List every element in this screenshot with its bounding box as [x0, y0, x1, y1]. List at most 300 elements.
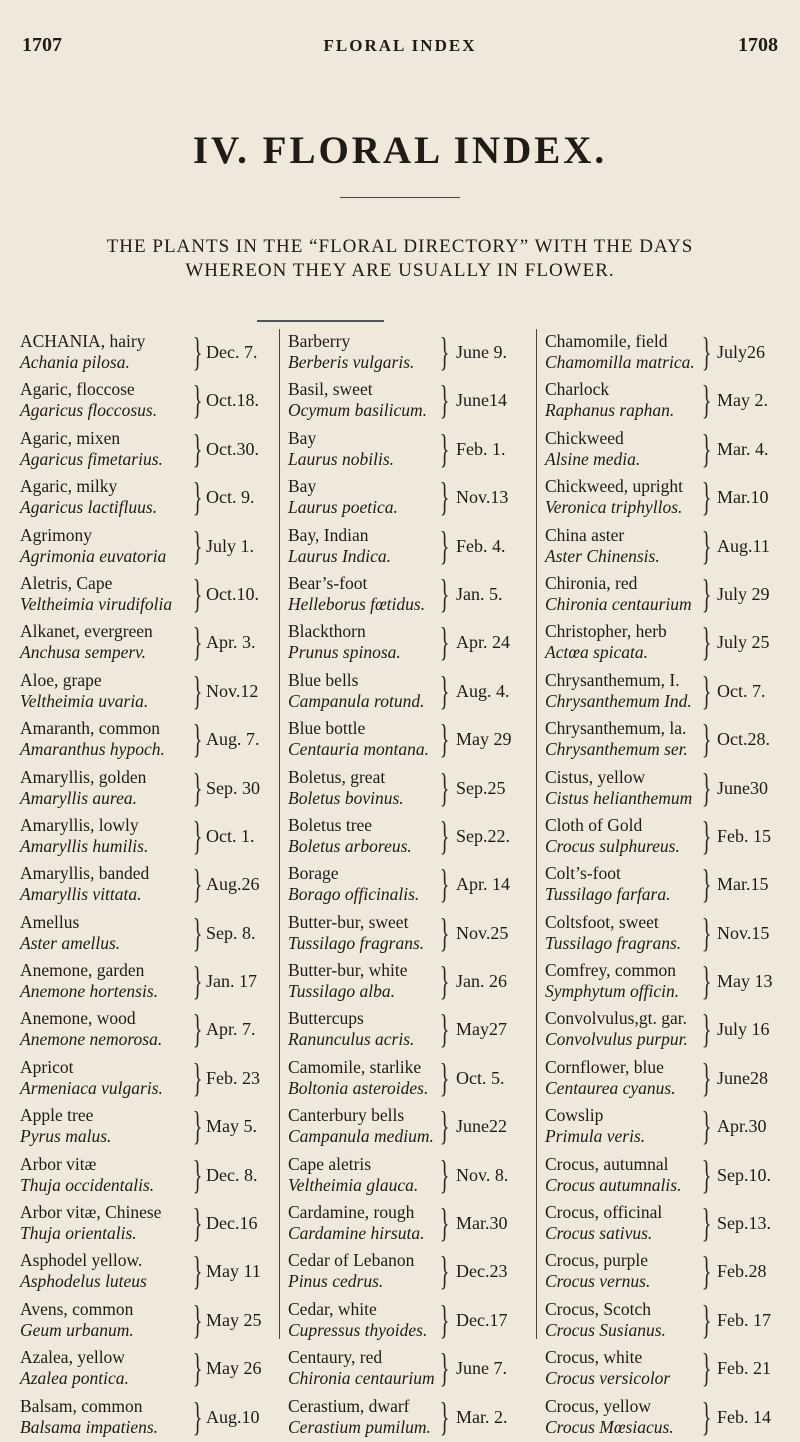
flowering-date: Apr. 7. [206, 1019, 256, 1040]
brace-glyph: } [192, 1054, 203, 1100]
flowering-date: Apr. 24 [456, 632, 510, 653]
plant-names [20, 718, 165, 760]
index-entry [280, 765, 536, 813]
brace-glyph: } [439, 1393, 450, 1439]
flowering-date: Feb. 14 [717, 1406, 771, 1427]
latin-name: Boltonia asteroides. [288, 1077, 429, 1098]
flowering-date: Mar. 2. [456, 1406, 508, 1427]
common-name: Cedar, white [288, 1298, 377, 1319]
common-name: Cerastium, dwarf [288, 1395, 410, 1416]
flowering-date: June 7. [456, 1358, 507, 1379]
subtitle-rule [257, 320, 384, 322]
plant-names [20, 428, 163, 470]
flowering-date: Oct.30. [206, 438, 259, 459]
brace-glyph: } [439, 474, 450, 520]
flowering-date: Aug. 7. [206, 729, 260, 750]
common-name: Cedar of Lebanon [288, 1250, 415, 1271]
common-name: Coltsfoot, sweet [545, 911, 659, 932]
flowering-date: Oct.18. [206, 390, 259, 411]
flowering-date: June22 [456, 1116, 507, 1137]
flowering-date: Feb. 17 [717, 1309, 771, 1330]
common-name: Amellus [20, 911, 80, 932]
latin-name: Helleborus fœtidus. [288, 593, 426, 614]
flowering-date: Feb. 1. [456, 438, 506, 459]
flowering-date: Sep. 30 [206, 777, 260, 798]
common-name: Amaryllis, golden [20, 766, 147, 787]
brace-glyph: } [439, 861, 450, 907]
latin-name: Chrysanthemum Ind. [545, 690, 692, 711]
common-name: Cardamine, rough [288, 1202, 415, 1223]
flowering-date: Dec.16 [206, 1213, 258, 1234]
plant-names [20, 1202, 161, 1244]
brace-glyph: } [439, 1345, 450, 1391]
plant-names [20, 476, 157, 518]
brace-glyph: } [701, 1151, 712, 1197]
common-name: Crocus, officinal [545, 1202, 663, 1223]
plant-names [288, 621, 401, 663]
flowering-date: Sep.13. [717, 1213, 771, 1234]
latin-name: Asphodelus luteus [20, 1271, 147, 1292]
index-entry [280, 523, 536, 571]
common-name: Crocus, Scotch [545, 1298, 651, 1319]
latin-name: Crocus sativus. [545, 1223, 653, 1244]
plant-names [20, 573, 172, 615]
latin-name: Aster Chinensis. [545, 545, 660, 566]
latin-name: Actœa spicata. [545, 642, 649, 663]
latin-name: Laurus nobilis. [288, 448, 394, 469]
common-name: Alkanet, evergreen [20, 621, 153, 642]
index-entry [280, 426, 536, 474]
common-name: Boletus tree [288, 814, 373, 835]
index-entry [537, 1345, 799, 1393]
flowering-date: Apr. 14 [456, 874, 510, 895]
subtitle-line-1: THE PLANTS IN THE “FLORAL DIRECTORY” WITH THE DAYS [106, 236, 694, 257]
index-entry [20, 1055, 278, 1103]
latin-name: Boletus bovinus. [288, 787, 404, 808]
plant-names [545, 525, 660, 567]
latin-name: Anemone nemorosa. [20, 1029, 163, 1050]
common-name: Crocus, yellow [545, 1395, 651, 1416]
index-entry [20, 523, 278, 571]
common-name: Basil, sweet [288, 379, 373, 400]
plant-names [20, 525, 166, 567]
brace-glyph: } [439, 1006, 450, 1052]
latin-name: Laurus Indica. [288, 545, 392, 566]
latin-name: Thuja orientalis. [20, 1223, 137, 1244]
latin-name: Prunus spinosa. [288, 642, 401, 663]
common-name: Agaric, mixen [20, 427, 121, 448]
brace-glyph: } [192, 329, 203, 374]
plant-names [288, 1202, 424, 1244]
common-name: Chrysanthemum, la. [545, 718, 687, 739]
index-entry [280, 1103, 536, 1151]
latin-name: Borago officinalis. [288, 884, 420, 905]
latin-name: Laurus poetica. [288, 497, 398, 518]
common-name: Agrimony [20, 524, 92, 545]
flowering-date: Feb.28 [717, 1261, 767, 1282]
brace-glyph: } [192, 716, 203, 762]
common-name: Camomile, starlike [288, 1056, 422, 1077]
index-entry [280, 861, 536, 909]
common-name: Cloth of Gold [545, 814, 643, 835]
plant-names [20, 863, 149, 905]
plant-names [288, 1347, 435, 1389]
brace-glyph: } [439, 522, 450, 568]
common-name: Cistus, yellow [545, 766, 646, 787]
flowering-date: Feb. 23 [206, 1067, 260, 1088]
index-entry [537, 619, 799, 667]
plant-names [545, 960, 679, 1002]
index-entry [20, 1006, 278, 1054]
index-entry [20, 1200, 278, 1248]
plant-names [288, 670, 424, 712]
brace-glyph: } [192, 1200, 203, 1246]
index-entry [20, 571, 278, 619]
common-name: Boletus, great [288, 766, 386, 787]
page-number-right: 1708 [738, 34, 778, 56]
latin-name: Geum urbanum. [20, 1319, 134, 1340]
flowering-date: May 25 [206, 1309, 262, 1330]
plant-names [545, 379, 674, 421]
common-name: Amaranth, common [20, 718, 160, 739]
latin-name: Thuja occidentalis. [20, 1174, 155, 1195]
common-name: Canterbury bells [288, 1105, 405, 1126]
latin-name: Crocus autumnalis. [545, 1174, 682, 1195]
brace-glyph: } [701, 1345, 712, 1391]
flowering-date: Nov.15 [717, 922, 770, 943]
flowering-date: Nov.13 [456, 487, 509, 508]
latin-name: Crocus vernus. [545, 1271, 651, 1292]
latin-name: Amaryllis humilis. [20, 835, 149, 856]
flowering-date: Mar.30 [456, 1213, 508, 1234]
common-name: Christopher, herb [545, 621, 667, 642]
index-entry [537, 668, 799, 716]
plant-names [288, 428, 394, 470]
plant-names [288, 912, 424, 954]
latin-name: Chamomilla matrica. [545, 352, 695, 372]
common-name: Chickweed, upright [545, 476, 684, 497]
latin-name: Chironia centaurium [545, 593, 692, 614]
latin-name: Centauria montana. [288, 739, 429, 760]
brace-glyph: } [701, 1006, 712, 1052]
brace-glyph: } [701, 1103, 712, 1149]
common-name: Charlock [545, 379, 610, 400]
common-name: Cornflower, blue [545, 1056, 664, 1077]
latin-name: Raphanus raphan. [545, 400, 675, 421]
latin-name: Agaricus lactifluus. [20, 497, 158, 518]
index-entry [280, 474, 536, 522]
brace-glyph: } [192, 958, 203, 1004]
index-entry [537, 813, 799, 861]
index-entry [20, 474, 278, 522]
flowering-date: May 2. [717, 390, 768, 411]
flowering-date: July 25 [717, 632, 770, 653]
index-entry [20, 426, 278, 474]
plant-names [20, 1250, 147, 1292]
index-entry [280, 1006, 536, 1054]
brace-glyph: } [701, 329, 712, 374]
latin-name: Centaurea cyanus. [545, 1077, 676, 1098]
latin-name: Crocus sulphureus. [545, 835, 680, 856]
index-entry [537, 1394, 799, 1442]
brace-glyph: } [439, 619, 450, 665]
flowering-date: May 5. [206, 1116, 257, 1137]
flowering-date: Feb. 15 [717, 825, 771, 846]
flowering-date: Oct. 1. [206, 825, 255, 846]
plant-names [20, 331, 145, 373]
plant-names [288, 1057, 428, 1099]
common-name: Chironia, red [545, 572, 638, 593]
common-name: Crocus, white [545, 1347, 643, 1368]
brace-glyph: } [701, 522, 712, 568]
latin-name: Amaranthus hypoch. [20, 739, 165, 760]
brace-glyph: } [192, 619, 203, 665]
brace-glyph: } [439, 958, 450, 1004]
plant-names [288, 476, 398, 518]
latin-name: Veltheimia virudifolia [20, 593, 173, 614]
flowering-date: Jan. 17 [206, 971, 257, 992]
common-name: Bay, Indian [288, 524, 369, 545]
common-name: Butter-bur, sweet [288, 911, 409, 932]
brace-glyph: } [192, 812, 203, 858]
flowering-date: June30 [717, 777, 768, 798]
plant-names [20, 1057, 163, 1099]
flowering-date: June14 [456, 390, 507, 411]
latin-name: Campanula medium. [288, 1126, 434, 1147]
plant-names [288, 1396, 431, 1438]
flowering-date: Feb. 4. [456, 535, 506, 556]
latin-name: Tussilago fragrans. [288, 932, 425, 953]
latin-name: Cistus helianthemum [545, 787, 693, 808]
flowering-date: Aug. 4. [456, 680, 510, 701]
brace-glyph: } [192, 1296, 203, 1342]
flowering-date: Mar.15 [717, 874, 769, 895]
plant-names [288, 718, 429, 760]
index-entry [20, 861, 278, 909]
plant-names [20, 1396, 158, 1438]
latin-name: Primula veris. [545, 1126, 646, 1147]
common-name: Asphodel yellow. [20, 1250, 143, 1271]
index-entry [280, 619, 536, 667]
plant-names [288, 1250, 414, 1292]
common-name: Chamomile, field [545, 331, 668, 351]
flowering-date: May27 [456, 1019, 507, 1040]
flowering-date: Apr. 3. [206, 632, 256, 653]
plant-names [545, 1396, 674, 1438]
brace-glyph: } [439, 1248, 450, 1294]
latin-name: Cerastium pumilum. [288, 1416, 431, 1437]
common-name: Bear’s-foot [288, 572, 368, 593]
latin-name: Anemone hortensis. [20, 981, 159, 1002]
plant-names [288, 815, 412, 857]
index-entry [280, 571, 536, 619]
index-entry [280, 1055, 536, 1103]
index-entry [537, 377, 799, 425]
index-entry [20, 1394, 278, 1442]
index-column-2 [279, 329, 536, 1439]
flowering-date: Oct. 9. [206, 487, 255, 508]
index-entry [537, 571, 799, 619]
common-name: Blue bottle [288, 718, 366, 739]
flowering-date: Nov.12 [206, 680, 259, 701]
index-entry [537, 1200, 799, 1248]
index-entry [537, 861, 799, 909]
plant-names [545, 476, 683, 518]
plant-names [545, 1154, 681, 1196]
latin-name: Ocymum basilicum. [288, 400, 428, 421]
title-rule [340, 197, 460, 198]
plant-names [545, 863, 670, 905]
common-name: Arbor vitæ, Chinese [20, 1202, 162, 1223]
brace-glyph: } [701, 764, 712, 810]
index-entry [20, 910, 278, 958]
latin-name: Chrysanthemum ser. [545, 739, 688, 760]
common-name: Aloe, grape [20, 669, 102, 690]
latin-name: Chironia centaurium [288, 1368, 435, 1389]
common-name: Bay [288, 476, 317, 497]
index-entry [20, 619, 278, 667]
plant-names [20, 767, 146, 809]
section-title: IV. FLORAL INDEX. [192, 129, 608, 172]
index-entry [20, 1248, 278, 1296]
flowering-date: June 9. [456, 342, 507, 362]
index-entry [537, 523, 799, 571]
brace-glyph: } [701, 570, 712, 616]
brace-glyph: } [701, 861, 712, 907]
common-name: ACHANIA, hairy [20, 331, 146, 351]
flowering-date: May 29 [456, 729, 512, 750]
running-title: FLORAL INDEX [323, 36, 477, 55]
plant-names [20, 1105, 111, 1147]
common-name: Blackthorn [288, 621, 366, 642]
brace-glyph: } [439, 1296, 450, 1342]
common-name: Apple tree [20, 1105, 94, 1126]
brace-glyph: } [192, 1151, 203, 1197]
brace-glyph: } [439, 570, 450, 616]
latin-name: Anchusa semperv. [20, 642, 147, 663]
index-entry [280, 668, 536, 716]
plant-names [20, 815, 148, 857]
latin-name: Symphytum officin. [545, 981, 680, 1002]
index-entry [20, 329, 278, 377]
flowering-date: July26 [717, 342, 766, 362]
latin-name: Campanula rotund. [288, 690, 425, 711]
brace-glyph: } [439, 329, 450, 374]
plant-names [20, 1008, 162, 1050]
index-entry [20, 1297, 278, 1345]
common-name: China aster [545, 524, 625, 545]
plant-names [545, 767, 692, 809]
latin-name: Crocus Susianus. [545, 1319, 666, 1340]
common-name: Borage [288, 863, 339, 884]
plant-names [288, 960, 407, 1002]
brace-glyph: } [439, 1054, 450, 1100]
flowering-date: Dec.17 [456, 1309, 508, 1330]
brace-glyph: } [701, 1248, 712, 1294]
latin-name: Ranunculus acris. [288, 1029, 415, 1050]
flowering-date: Mar.10 [717, 487, 769, 508]
plant-names [545, 573, 692, 615]
index-entry [280, 1200, 536, 1248]
plant-names [288, 331, 414, 373]
brace-glyph: } [439, 425, 450, 471]
subtitle-line-2: WHEREON THEY ARE USUALLY IN FLOWER. [185, 260, 615, 281]
flowering-date: Aug.10 [206, 1406, 260, 1427]
flowering-date: Feb. 21 [717, 1358, 771, 1379]
index-entry [20, 377, 278, 425]
index-column-3 [536, 329, 799, 1439]
common-name: Anemone, garden [20, 960, 145, 981]
flowering-date: Oct. 7. [717, 680, 766, 701]
latin-name: Boletus arboreus. [288, 835, 412, 856]
latin-name: Achania pilosa. [20, 352, 130, 372]
latin-name: Convolvulus purpur. [545, 1029, 688, 1050]
common-name: Anemone, wood [20, 1008, 136, 1029]
index-entry [280, 1394, 536, 1442]
plant-names [545, 621, 667, 663]
plant-names [288, 1299, 427, 1341]
plant-names [20, 1299, 134, 1341]
brace-glyph: } [439, 764, 450, 810]
brace-glyph: } [701, 619, 712, 665]
common-name: Convolvulus,gt. gar. [545, 1008, 687, 1029]
common-name: Avens, common [20, 1298, 134, 1319]
brace-glyph: } [192, 861, 203, 907]
common-name: Aletris, Cape [20, 572, 113, 593]
flowering-date: May 26 [206, 1358, 262, 1379]
common-name: Amaryllis, banded [20, 863, 150, 884]
brace-glyph: } [439, 1103, 450, 1149]
index-entry [20, 668, 278, 716]
brace-glyph: } [701, 474, 712, 520]
plant-names [288, 767, 404, 809]
common-name: Balsam, common [20, 1395, 143, 1416]
flowering-date: Sep.10. [717, 1164, 771, 1185]
flowering-date: Nov. 8. [456, 1164, 509, 1185]
plant-names [545, 670, 692, 712]
plant-names [20, 379, 157, 421]
plant-names [545, 1202, 662, 1244]
page-number-left: 1707 [22, 34, 62, 56]
brace-glyph: } [701, 667, 712, 713]
latin-name: Azalea pontica. [20, 1368, 129, 1389]
index-entry [537, 716, 799, 764]
latin-name: Amaryllis aurea. [20, 787, 137, 808]
flowering-date: Jan. 5. [456, 583, 503, 604]
brace-glyph: } [439, 909, 450, 955]
plant-names [288, 525, 391, 567]
index-entry [537, 1103, 799, 1151]
common-name: Chickweed [545, 427, 624, 448]
brace-glyph: } [192, 522, 203, 568]
latin-name: Tussilago fragrans. [545, 932, 682, 953]
latin-name: Alsine media. [545, 448, 641, 469]
index-column-1 [20, 329, 278, 1442]
index-entry [280, 377, 536, 425]
index-entry [20, 765, 278, 813]
brace-glyph: } [701, 716, 712, 762]
common-name: Azalea, yellow [20, 1347, 125, 1368]
brace-glyph: } [701, 1296, 712, 1342]
common-name: Crocus, autumnal [545, 1153, 669, 1174]
index-entry [20, 813, 278, 861]
latin-name: Pyrus malus. [20, 1126, 112, 1147]
index-entry [537, 1297, 799, 1345]
latin-name: Cupressus thyoides. [288, 1319, 428, 1340]
latin-name: Aster amellus. [20, 932, 121, 953]
index-entry [537, 765, 799, 813]
latin-name: Agaricus fimetarius. [20, 448, 163, 469]
